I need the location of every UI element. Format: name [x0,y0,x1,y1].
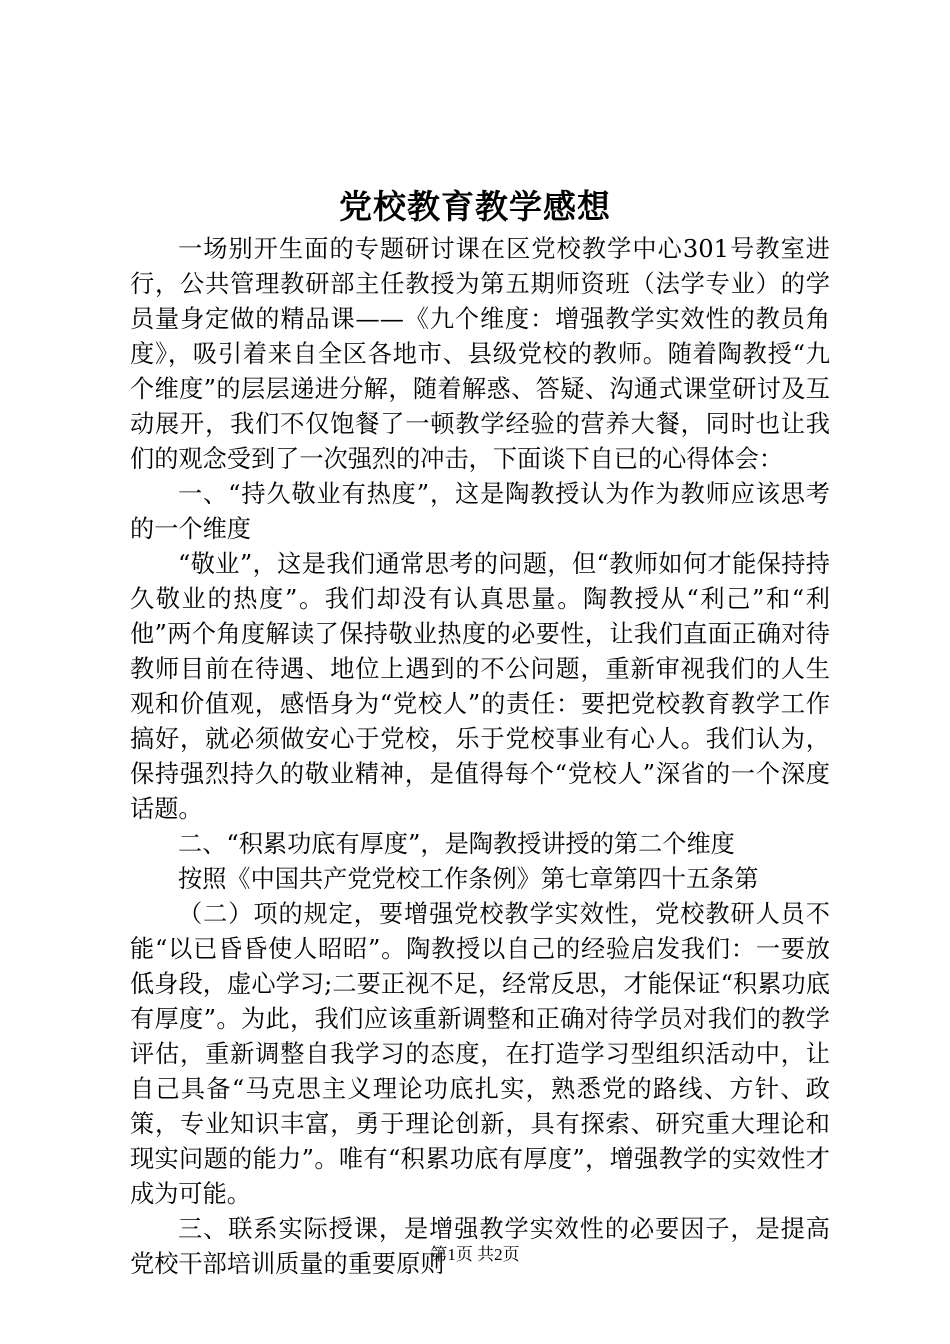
paragraph-regulation: 按照《中国共产党党校工作条例》第七章第四十五条第 [178,865,759,893]
document-title: 党校教育教学感想 [339,187,611,226]
page-footer: 第1页 共2页 [430,1245,520,1264]
paragraph-dedication: “敬业”，这是我们通常思考的问题，但“教师如何才能保持持久敬业的热度”。我们却没有认真思量。陶教授从“利己”和“利他”两个角度解读了保持敬业热度的必要性，让我们直面正确对待教师目前在待遇、地位上遇到的不公问题，重新审视我们的人生观和价值观，感悟身为“党校人”的责任：要把党校教育教学工作搞好，就必须做安心于党校，乐于党校事业有心人。我们认为，保持强烈持久的敬业精神，是值得每个“党校人”深省的一个深度话题。 [130,550,830,823]
paragraph-intro: 一场别开生面的专题研讨课在区党校教学中心301号教室进行，公共管理教研部主任教授为第五期师资班（法学专业）的学员量身定做的精品课——《九个维度：增强教学实效性的教员角度》，吸引着来自全区各地市、县级党校的教师。随着陶教授“九个维度”的层层递进分解，随着解惑、答疑、沟通式课堂研讨及互动展开，我们不仅饱餐了一顿教学经验的营养大餐，同时也让我们的观念受到了一次强烈的冲击，下面谈下自已的心得体会： [130,235,830,473]
paragraph-accumulation: （二）项的规定，要增强党校教学实效性，党校教研人员不能“以已昏昏使人昭昭”。陶教授以自己的经验启发我们：一要放低身段，虚心学习;二要正视不足，经常反思，才能保证“积累功底有厚度”。为此，我们应该重新调整和正确对待学员对我们的教学评估，重新调整自我学习的态度，在打造学习型组织活动中，让自己具备“马克思主义理论功底扎实，熟悉党的路线、方针、政策，专业知识丰富，勇于理论创新，具有探索、研究重大理论和现实问题的能力”。唯有“积累功底有厚度”，增强教学的实效性才成为可能。 [130,900,830,1208]
document-body [130,232,830,1282]
paragraph-heading-2: 二、“积累功底有厚度”，是陶教授讲授的第二个维度 [178,830,735,858]
paragraph-heading-3: 三、联系实际授课，是增强教学实效性的必要因子，是提高党校干部培训质量的重要原则 [130,1215,830,1278]
paragraph-heading-1: 一、“持久敬业有热度”，这是陶教授认为作为教师应该思考的一个维度 [130,480,830,543]
